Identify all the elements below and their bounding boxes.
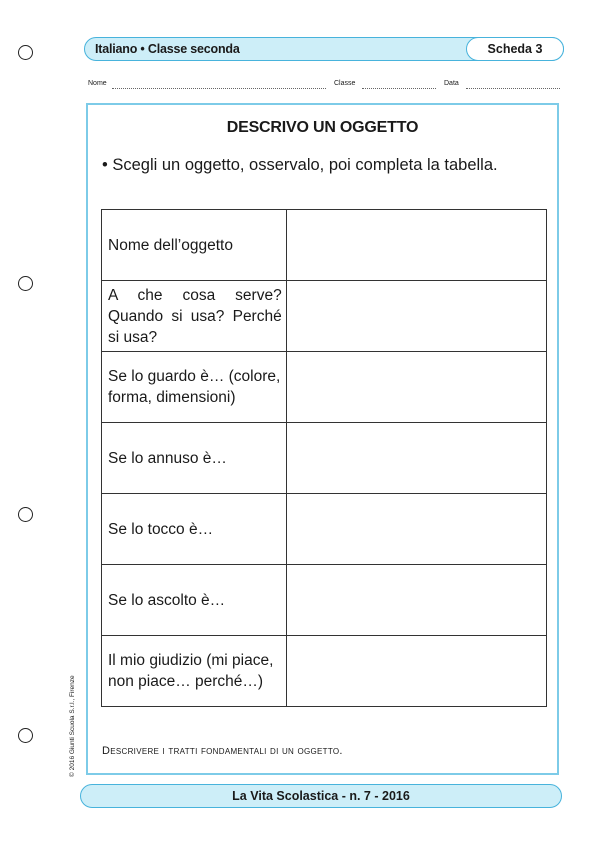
answer-cell[interactable] bbox=[286, 281, 546, 352]
description-table bbox=[101, 209, 547, 707]
name-field[interactable] bbox=[112, 88, 326, 89]
table-row bbox=[102, 636, 547, 707]
class-label: Classe bbox=[334, 80, 356, 87]
binder-hole bbox=[18, 507, 33, 522]
name-label: Nome bbox=[88, 80, 107, 87]
binder-hole bbox=[18, 276, 33, 291]
table-row bbox=[102, 281, 547, 352]
student-info-row bbox=[88, 80, 560, 92]
table-row bbox=[102, 494, 547, 565]
date-label: Data bbox=[444, 80, 459, 87]
instruction-text: • Scegli un oggetto, osservalo, poi completa la tabella. bbox=[102, 156, 498, 174]
worksheet-title: DESCRIVO UN OGGETTO bbox=[226, 119, 419, 136]
table-row bbox=[102, 210, 547, 281]
footer-publication: La Vita Scolastica - n. 7 - 2016 bbox=[80, 784, 562, 808]
row-label: Nome dell’oggetto bbox=[102, 210, 287, 281]
answer-cell[interactable] bbox=[286, 565, 546, 636]
class-field[interactable] bbox=[362, 88, 436, 89]
sheet-number-tab: Scheda 3 bbox=[466, 37, 564, 61]
answer-cell[interactable] bbox=[286, 210, 546, 281]
answer-cell[interactable] bbox=[286, 636, 546, 707]
table-row bbox=[102, 423, 547, 494]
worksheet-card bbox=[86, 103, 559, 775]
copyright-notice: © 2016 Giunti Scuola S.r.l., Firenze bbox=[69, 675, 76, 777]
binder-hole bbox=[18, 728, 33, 743]
row-label: Se lo annuso è… bbox=[102, 423, 287, 494]
header-bar bbox=[84, 37, 564, 61]
answer-cell[interactable] bbox=[286, 494, 546, 565]
row-label: Il mio giudizio (mi piace, non piace… perché…) bbox=[102, 636, 287, 707]
row-label: A che cosa serve? Quando si usa? Perché si usa? bbox=[102, 281, 287, 352]
row-label: Se lo tocco è… bbox=[102, 494, 287, 565]
row-label: Se lo ascolto è… bbox=[102, 565, 287, 636]
answer-cell[interactable] bbox=[286, 423, 546, 494]
answer-cell[interactable] bbox=[286, 352, 546, 423]
binder-hole bbox=[18, 45, 33, 60]
subject-label: Italiano • Classe seconda bbox=[95, 42, 240, 56]
table-row bbox=[102, 352, 547, 423]
table-row bbox=[102, 565, 547, 636]
learning-objective: Descrivere i tratti fondamentali di un oggetto. bbox=[102, 745, 343, 757]
date-field[interactable] bbox=[466, 88, 560, 89]
row-label: Se lo guardo è… (colore, forma, dimensioni) bbox=[102, 352, 287, 423]
